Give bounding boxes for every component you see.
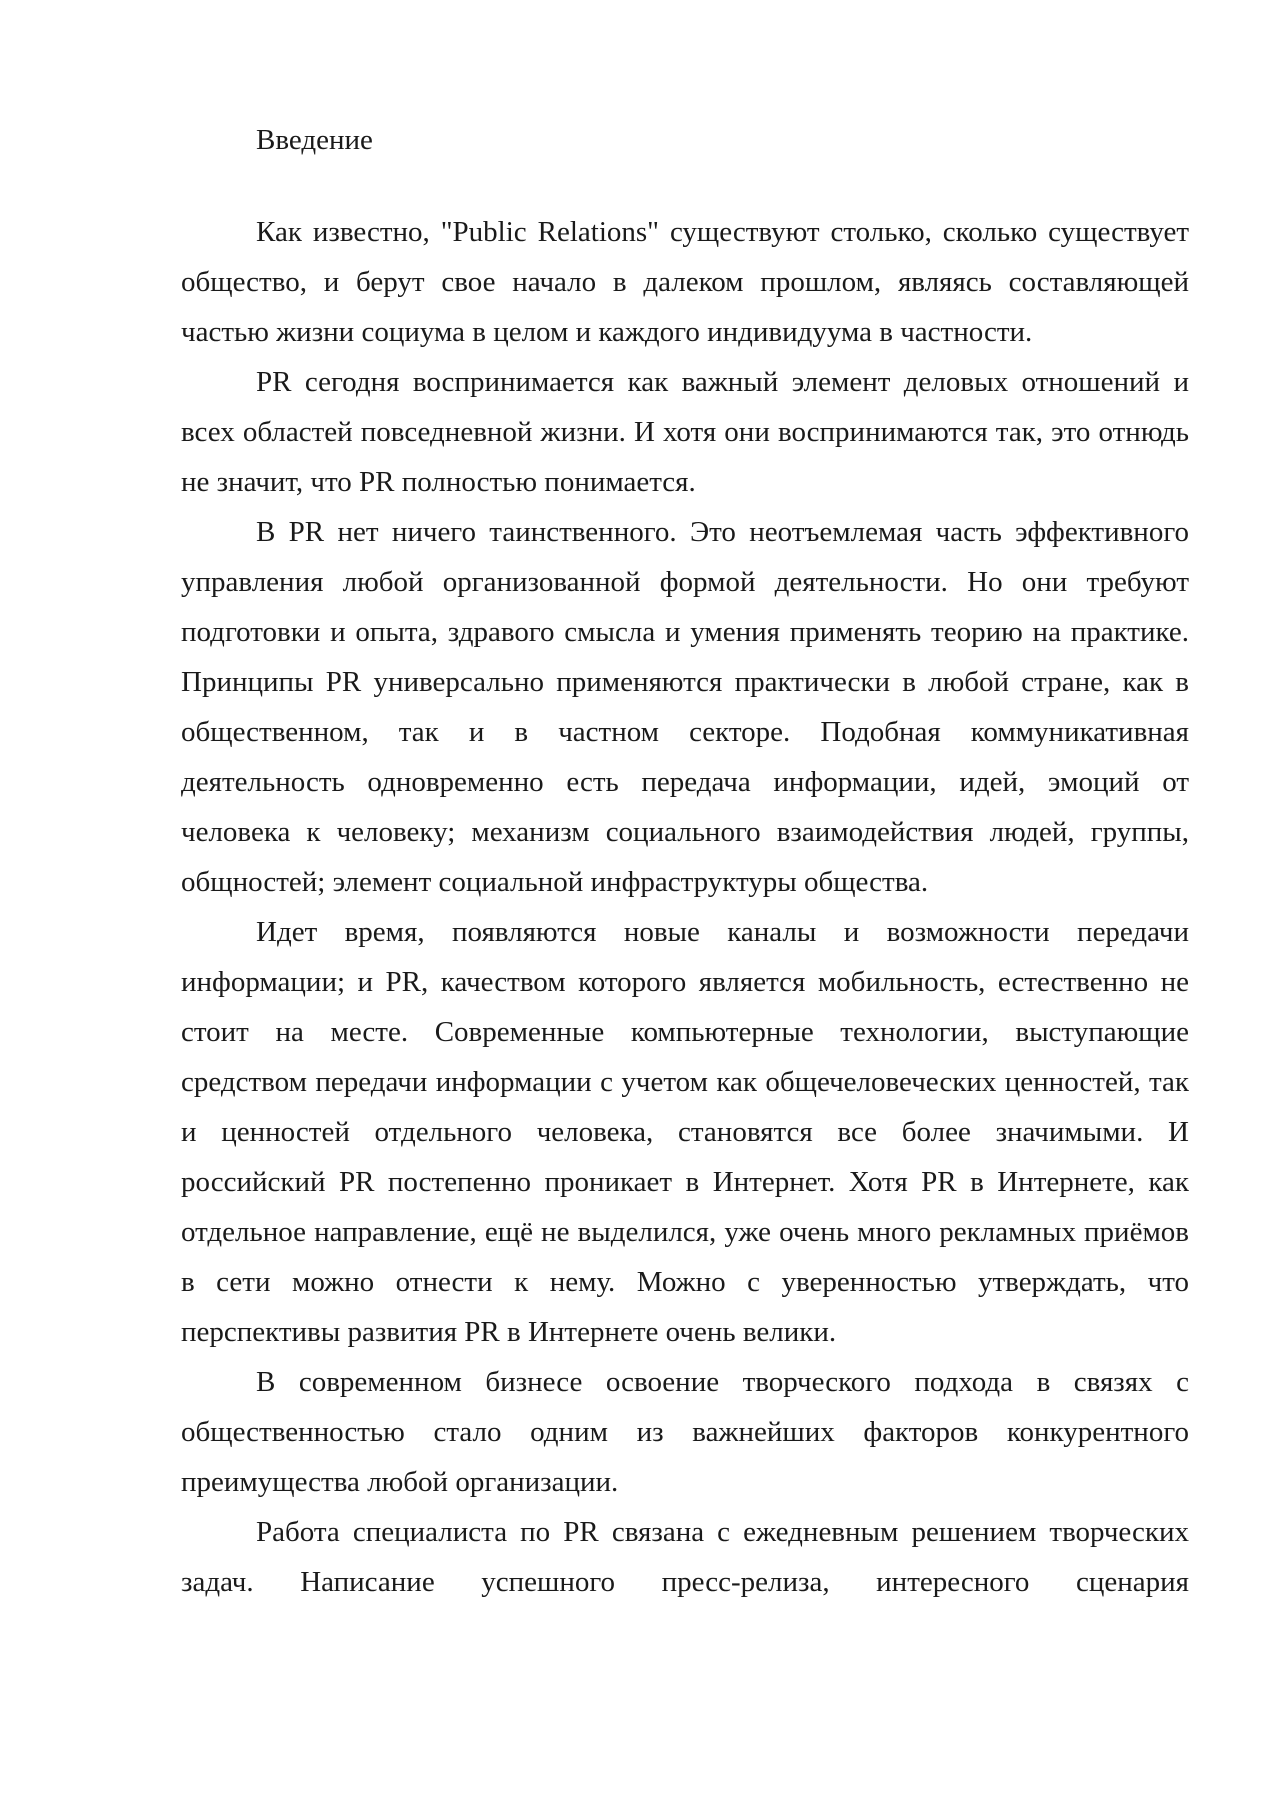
paragraph-2: PR сегодня воспринимается как важный элемент деловых отношений и всех областей повседневной жизни. И хотя они воспринимаются так, это отнюдь не значит, что PR полностью понимается. [181, 366, 1189, 498]
paragraph-5: В современном бизнесе освоение творческого подхода в связях с общественностью стало одним из важнейших факторов конкурентного преимущества любой организации. [181, 1366, 1189, 1498]
section-heading: Введение [256, 124, 373, 156]
paragraph-1: Как известно, "Public Relations" существуют столько, сколько существует общество, и берут свое начало в далеком прошлом, являясь составляющей частью жизни социума в целом и каждого индивидуума в частности. [181, 216, 1189, 348]
paragraph-4: Идет время, появляются новые каналы и возможности передачи информации; и PR, качеством которого является мобильность, естественно не стоит на месте. Современные компьютерные технологии, выступающие средством передачи информации с учетом как общечеловеческих ценностей, так и ценностей отдельного человека, становятся все более значимыми. И российский PR постепенно проникает в Интернет. Хотя PR в Интернете, как отдельное направление, ещё не выделился, уже очень много рекламных приёмов в сети можно отнести к нему. Можно с уверенностью утверждать, что перспективы развития PR в Интернете очень велики. [181, 916, 1189, 1348]
document-body [181, 115, 1189, 1607]
paragraph-6: Работа специалиста по PR связана с ежедневным решением творческих задач. Написание успешного пресс-релиза, интересного сценария [181, 1516, 1189, 1598]
paragraph-3: В PR нет ничего таинственного. Это неотъемлемая часть эффективного управления любой организованной формой деятельности. Но они требуют подготовки и опыта, здравого смысла и умения применять теорию на практике. Принципы PR универсально применяются практически в любой стране, как в общественном, так и в частном секторе. Подобная коммуникативная деятельность одновременно есть передача информации, идей, эмоций от человека к человеку; механизм социального взаимодействия людей, группы, общностей; элемент социальной инфраструктуры общества. [181, 516, 1189, 898]
